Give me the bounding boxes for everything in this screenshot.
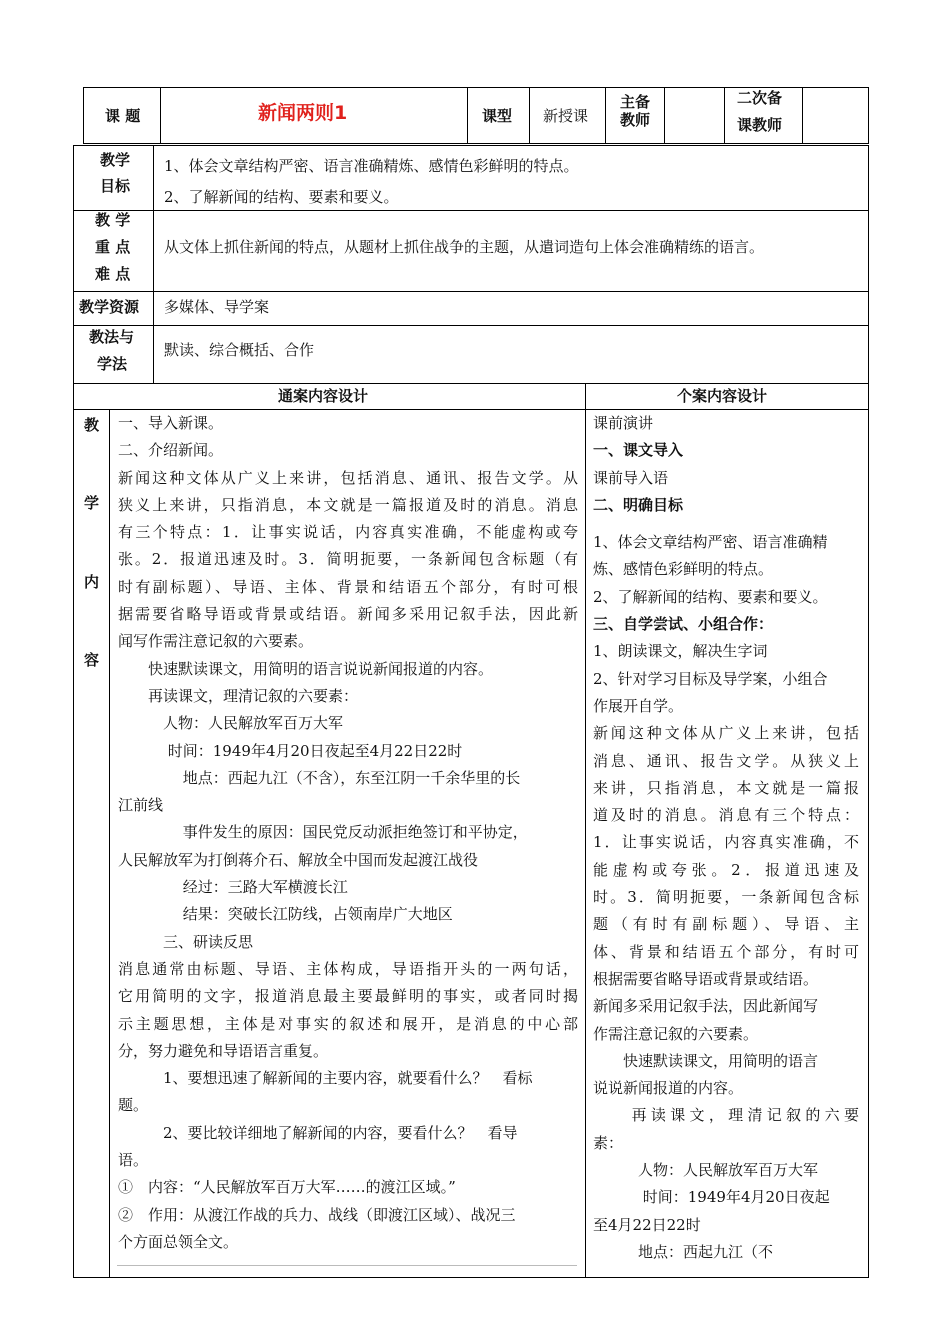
text-line: 作展开自学。 (593, 696, 684, 715)
text-line: 一、导入新课。 (118, 414, 224, 432)
text-line: 经过：三路大军横渡长江 (118, 878, 348, 897)
text-line: 炼、感情色彩鲜明的特点。 (593, 560, 774, 579)
text-line: 语。 (118, 1151, 149, 1170)
text-line: 消息通常由标题、导语、主体构成，导语指开头的一两句话， (118, 959, 578, 978)
text-line: 江前线 (118, 796, 164, 815)
text-line: 课前演讲 (593, 414, 654, 432)
text-line: 素： (593, 1133, 624, 1152)
text-line: 时间：1949年4月20日夜起 (593, 1188, 830, 1207)
text-line: 新闻多采用记叙手法，因此新闻写 (593, 997, 819, 1016)
goals-label-1: 教学 (100, 151, 131, 169)
goals-label-2: 目标 (100, 177, 131, 195)
text-line: 时间：1949年4月20日夜起至4月22日22时 (118, 741, 463, 760)
text-line: 三、自学尝试、小组合作： (593, 615, 774, 634)
lesson-type-label: 课型 (482, 107, 513, 125)
main-teacher-label-2: 教师 (620, 111, 651, 129)
text-line: 1、朗读课文，解决生字词 (593, 642, 768, 661)
text-line: 1．让事实说话，内容真实准确，不 (593, 833, 859, 852)
text-line: 一、课文导入 (593, 441, 684, 460)
text-line: 1、体会文章结构严密、语言准确精 (593, 533, 828, 552)
text-line: 道及时的消息。消息有三个特点： (593, 806, 859, 825)
methods-label-1: 教法与 (89, 328, 135, 346)
common-content (118, 410, 578, 1256)
text-line: 它用简明的文字，报道消息最主要最鲜明的事实，或者同时揭 (118, 987, 578, 1006)
second-teacher-label-2: 课教师 (737, 116, 783, 134)
text-line: 来讲，只指消息，本文就是一篇报 (593, 778, 859, 797)
lesson-title: 新闻两则1 (258, 102, 348, 124)
main-teacher-label-1: 主备 (620, 93, 651, 111)
side-label-1: 教 (84, 416, 100, 434)
common-design-header: 通案内容设计 (278, 387, 369, 405)
text-line: 个方面总领全文。 (118, 1232, 239, 1251)
text-line: 1、要想迅速了解新闻的主要内容，就要看什么？ 看标 (118, 1069, 533, 1088)
goal-line-1: 1、体会文章结构严密、语言准确精炼、感情色彩鲜明的特点。 (164, 157, 579, 175)
text-line: 地点：西起九江（不 (593, 1242, 774, 1261)
text-line: 事件发生的原因：国民党反动派拒绝签订和平协定， (118, 823, 528, 842)
key-points-label-3: 难 点 (95, 265, 131, 283)
text-line: 地点：西起九江（不含），东至江阴一千余华里的长 (118, 768, 521, 787)
individual-design-header: 个案内容设计 (677, 387, 768, 405)
text-line: 2、了解新闻的结构、要素和要义。 (593, 587, 828, 606)
text-line: 快速默读课文，用简明的语言说说新闻报道的内容。 (118, 659, 494, 678)
text-line: 新闻这种文体从广义上来讲，包括 (593, 724, 859, 743)
text-line: 结果：突破长江防线，占领南岸广大地区 (118, 905, 453, 924)
side-label-4: 容 (84, 651, 100, 669)
text-line: ② 作用：从渡江作战的兵力、战线（即渡江区域）、战况三 (118, 1205, 516, 1224)
text-line: 示主题思想，主体是对事实的叙述和展开，是消息的中心部 (118, 1014, 578, 1033)
text-line: 据需要省略导语或背景或结语。新闻多采用记叙手法，因此新 (118, 605, 578, 624)
text-line: 再读课文，理清记叙的六要素： (118, 686, 359, 705)
methods-text: 默读、综合概括、合作 (164, 341, 315, 359)
second-teacher-label-1: 二次备 (737, 89, 783, 107)
resources-text: 多媒体、导学案 (164, 298, 270, 316)
text-line: 作需注意记叙的六要素。 (593, 1024, 759, 1043)
goal-line-2: 2、了解新闻的结构、要素和要义。 (164, 188, 399, 206)
topic-label: 课 题 (105, 107, 141, 125)
side-label-2: 学 (84, 494, 100, 512)
text-line: 至4月22日22时 (593, 1215, 701, 1234)
lesson-type-value: 新授课 (543, 107, 589, 125)
individual-content (593, 410, 859, 1266)
key-points-label-1: 教 学 (95, 211, 131, 229)
text-line: 狭义上来讲，只指消息，本文就是一篇报道及时的消息。消息 (118, 495, 578, 514)
methods-label-2: 学法 (97, 355, 128, 373)
text-line: 能虚构或夸张。2．报道迅速及 (593, 860, 859, 879)
text-line: 时有副标题）、导语、主体、背景和结语五个部分，有时可根 (118, 577, 578, 596)
text-line: 体、背景和结语五个部分，有时可 (593, 942, 859, 961)
text-line: 题（有时有副标题）、导语、主 (593, 915, 859, 934)
text-line: 说说新闻报道的内容。 (593, 1079, 744, 1098)
key-points-label-2: 重 点 (95, 238, 131, 256)
key-points-text: 从文体上抓住新闻的特点，从题材上抓住战争的主题，从遣词造句上体会准确精练的语言。 (164, 238, 765, 256)
text-line: 新闻这种文体从广义上来讲，包括消息、通讯、报告文学。从 (118, 468, 578, 487)
text-line: 人物：人民解放军百万大军 (593, 1161, 819, 1180)
text-line: 消息、通讯、报告文学。从狭义上 (593, 751, 859, 770)
text-line: 快速默读课文，用简明的语言 (593, 1051, 819, 1070)
text-line: 课前导入语 (593, 468, 669, 487)
text-line: ① 内容：“人民解放军百万大军……的渡江区域。” (118, 1178, 456, 1197)
text-line: 张。2．报道迅速及时。3．简明扼要，一条新闻包含标题（有 (118, 550, 578, 569)
text-line: 题。 (118, 1096, 149, 1115)
text-line: 2、要比较详细地了解新闻的内容，要看什么？ 看导 (118, 1123, 518, 1142)
text-line: 二、明确目标 (593, 495, 684, 514)
text-line: 二、介绍新闻。 (118, 441, 224, 460)
text-line: 三、研读反思 (118, 932, 254, 951)
text-line: 2、针对学习目标及导学案，小组合 (593, 669, 828, 688)
text-line: 根据需要省略导语或背景或结语。 (593, 969, 819, 988)
resources-label: 教学资源 (79, 298, 140, 316)
text-line: 闻写作需注意记叙的六要素。 (118, 632, 314, 651)
text-line: 人民解放军为打倒蒋介石、解放全中国而发起渡江战役 (118, 850, 479, 869)
text-line: 时。3．简明扼要，一条新闻包含标 (593, 888, 859, 907)
text-line: 再读课文，理清记叙的六要 (593, 1106, 859, 1125)
side-label-3: 内 (84, 573, 100, 591)
text-line: 人物：人民解放军百万大军 (118, 714, 344, 733)
text-line: 分，努力避免和导语语言重复。 (118, 1041, 329, 1060)
text-line: 有三个特点：1．让事实说话，内容真实准确，不能虚构或夸 (118, 523, 578, 542)
